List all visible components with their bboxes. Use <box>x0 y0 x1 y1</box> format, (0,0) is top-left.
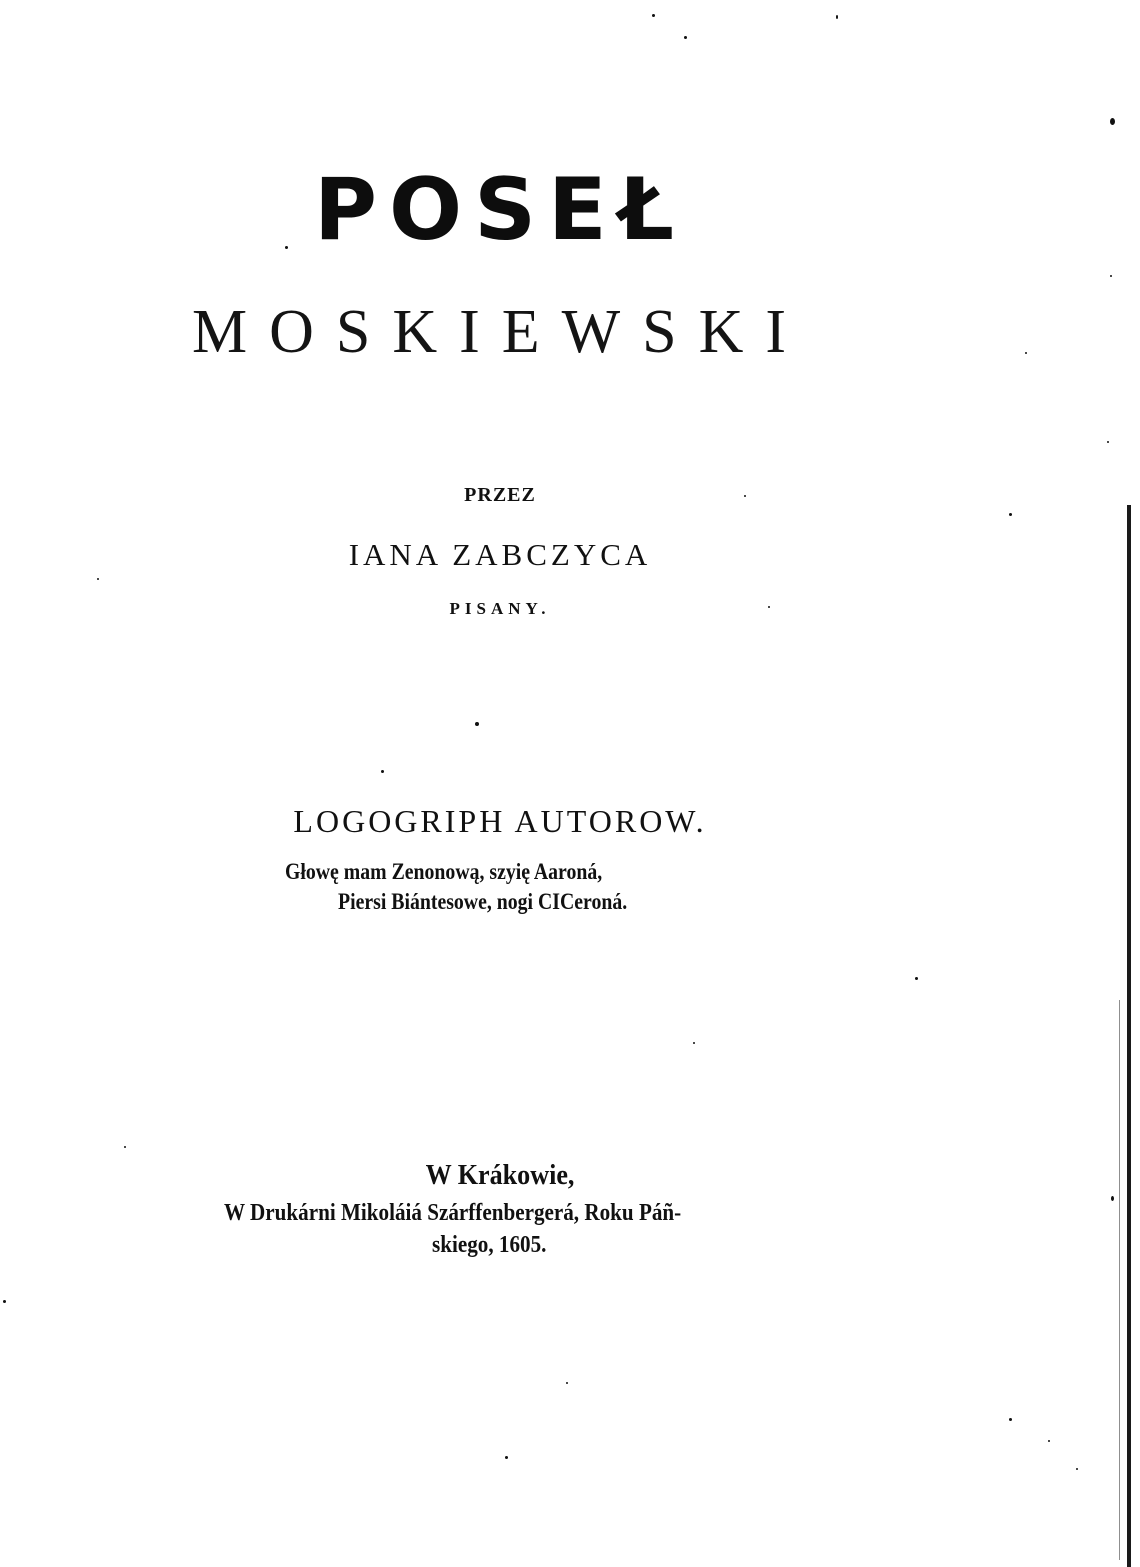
scan-speckle <box>97 578 99 580</box>
scan-speckle <box>475 722 479 726</box>
scan-speckle <box>768 606 770 608</box>
scan-speckle <box>1048 1440 1050 1442</box>
scan-speckle <box>1111 1196 1114 1201</box>
scan-speckle <box>381 770 384 773</box>
scan-speckle <box>1009 513 1012 516</box>
book-title-line-2: MOSKIEWSKI <box>191 298 809 366</box>
motto-verse-line-2: Piersi Biántesowe, nogi CICeroná. <box>338 889 628 914</box>
scan-speckle <box>1009 1418 1012 1421</box>
book-title-line-1: POSEŁ <box>313 160 687 260</box>
motto-title: LOGOGRIPH AUTOROW. <box>293 803 707 839</box>
scan-speckle <box>915 977 918 980</box>
scan-speckle <box>693 1042 695 1044</box>
imprint-date-line: skiego, 1605. <box>432 1232 547 1258</box>
imprint-printer-line: W Drukárni Mikoláiá Szárffenbergerá, Roku Páñ- <box>224 1200 682 1226</box>
scan-speckle <box>1076 1468 1078 1470</box>
scan-speckle <box>3 1300 6 1303</box>
scan-speckle <box>1110 118 1115 125</box>
imprint-city: W Krákowie, <box>425 1159 575 1191</box>
scan-speckle <box>836 15 838 19</box>
byline-label: PRZEZ <box>464 484 536 506</box>
scan-speckle <box>1025 352 1027 354</box>
scan-speckle <box>744 495 746 497</box>
page-edge-line <box>1119 1000 1120 1560</box>
motto-verse-line-1: Głowę mam Zenonową, szyię Aaroná, <box>285 859 603 884</box>
scan-speckle <box>505 1456 508 1459</box>
written-label: PISANY. <box>449 599 551 618</box>
page-edge-shadow <box>1127 505 1131 1567</box>
author-name: IANA ZABCZYCA <box>348 537 652 572</box>
scan-speckle <box>652 14 655 17</box>
scan-speckle <box>1107 441 1109 443</box>
scan-speckle <box>124 1146 126 1148</box>
scan-speckle <box>566 1382 568 1384</box>
scan-speckle <box>285 246 288 249</box>
scan-speckle <box>684 36 687 39</box>
scan-speckle <box>1110 275 1112 277</box>
